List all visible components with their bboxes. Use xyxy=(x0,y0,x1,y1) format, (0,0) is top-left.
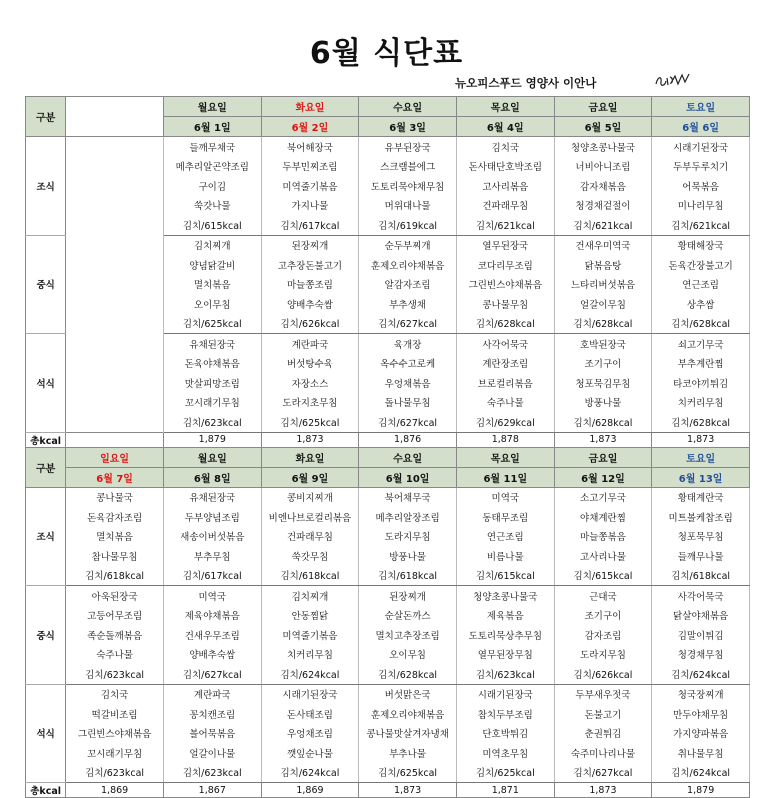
menu-item: 미나리무침 xyxy=(652,196,750,216)
menu-item: 도토리묵야채무침 xyxy=(359,176,457,196)
breakfast-row xyxy=(26,546,750,566)
menu-item: 꼬시래기무침 xyxy=(66,743,164,763)
menu-item: 부추생채 xyxy=(359,294,457,314)
menu-item: 도라지무침 xyxy=(359,527,457,547)
menu-item: 훈제오리야채볶음 xyxy=(359,704,457,724)
menu-item: 돈육간장불고기 xyxy=(652,255,750,275)
menu-item: 가지양파볶음 xyxy=(652,724,750,744)
menu-item: 호박된장국 xyxy=(554,334,652,354)
menu-item: 유채된장국 xyxy=(163,487,261,507)
menu-item: 타코야끼튀김 xyxy=(652,373,750,393)
day-date: 6월 5일 xyxy=(554,117,652,137)
day-name: 금요일 xyxy=(554,447,652,467)
dietitian-credit: 뉴오피스푸드 영양사 이안나 xyxy=(455,76,597,90)
day-name: 목요일 xyxy=(456,97,554,117)
menu-item: 스크램블에그 xyxy=(359,157,457,177)
menu-item: 깻잎순나물 xyxy=(261,743,359,763)
menu-item: 숙주미나리나물 xyxy=(554,743,652,763)
menu-item: 우엉채조림 xyxy=(261,724,359,744)
menu-item: 만두야채무침 xyxy=(652,704,750,724)
menu-item: 감자채볶음 xyxy=(554,176,652,196)
menu-item: 계란파국 xyxy=(261,334,359,354)
menu-item: 야채계란찜 xyxy=(554,507,652,527)
menu-item: 양념닭갈비 xyxy=(163,255,261,275)
menu-item: 두부민찌조림 xyxy=(261,157,359,177)
menu-item: 김치/617kcal xyxy=(261,215,359,235)
menu-item: 육개장 xyxy=(359,334,457,354)
menu-item: 코다리무조림 xyxy=(456,255,554,275)
menu-item: 아욱된장국 xyxy=(66,586,164,606)
menu-item: 춘권튀김 xyxy=(554,724,652,744)
menu-item: 도라지초무침 xyxy=(261,393,359,413)
day-date: 6월 7일 xyxy=(66,467,164,487)
empty-cell xyxy=(66,432,164,447)
menu-item: 미역줄기볶음 xyxy=(261,625,359,645)
menu-item: 멸치볶음 xyxy=(66,527,164,547)
menu-item: 닭살야채볶음 xyxy=(652,606,750,626)
total-kcal-row xyxy=(26,783,750,798)
menu-item: 치커리무침 xyxy=(261,645,359,665)
menu-item: 메추리알장조림 xyxy=(359,507,457,527)
menu-item: 김치찌개 xyxy=(163,235,261,255)
menu-item: 김치/628kcal xyxy=(652,412,750,432)
day-date: 6월 2일 xyxy=(261,117,359,137)
day-name: 월요일 xyxy=(163,97,261,117)
menu-item: 두부새우젓국 xyxy=(554,684,652,704)
menu-item: 맛살피망조림 xyxy=(163,373,261,393)
menu-item: 닭볶음탕 xyxy=(554,255,652,275)
menu-item: 미역초무침 xyxy=(456,743,554,763)
menu-item: 느타리버섯볶음 xyxy=(554,275,652,295)
total-kcal-value: 1,867 xyxy=(163,783,261,798)
menu-item: 김치/621kcal xyxy=(652,215,750,235)
breakfast-label: 조식 xyxy=(26,487,66,586)
day-name: 수요일 xyxy=(359,447,457,467)
menu-item: 도라지무침 xyxy=(554,645,652,665)
menu-item: 김치국 xyxy=(66,684,164,704)
menu-item: 부추나물 xyxy=(359,743,457,763)
menu-item: 참치두부조림 xyxy=(456,704,554,724)
menu-item: 사각어묵국 xyxy=(456,334,554,354)
menu-item: 청국장찌개 xyxy=(652,684,750,704)
menu-item: 건파래무침 xyxy=(456,196,554,216)
menu-item: 시래기된장국 xyxy=(456,684,554,704)
breakfast-row xyxy=(26,507,750,527)
menu-item: 미역국 xyxy=(163,586,261,606)
menu-item: 시래기된장국 xyxy=(652,137,750,157)
total-kcal-row xyxy=(26,432,750,447)
empty-cell xyxy=(66,137,164,236)
menu-item: 북어해장국 xyxy=(261,137,359,157)
menu-item: 어묵볶음 xyxy=(652,176,750,196)
menu-item: 고사리볶음 xyxy=(456,176,554,196)
menu-item: 김치/628kcal xyxy=(652,314,750,334)
menu-item: 김치/615kcal xyxy=(554,566,652,586)
menu-item: 두부양념조림 xyxy=(163,507,261,527)
menu-item: 김치/625kcal xyxy=(359,763,457,783)
menu-item: 동태무조림 xyxy=(456,507,554,527)
empty-cell xyxy=(66,235,164,334)
menu-item: 양배추숙쌈 xyxy=(163,645,261,665)
menu-item: 사각어묵국 xyxy=(652,586,750,606)
day-date: 6월 3일 xyxy=(359,117,457,137)
day-date: 6월 4일 xyxy=(456,117,554,137)
menu-item: 연근조림 xyxy=(456,527,554,547)
menu-item: 김말이튀김 xyxy=(652,625,750,645)
menu-item: 참나물무침 xyxy=(66,546,164,566)
menu-item: 멸치고추장조림 xyxy=(359,625,457,645)
signature-mark xyxy=(653,72,691,90)
lunch-row xyxy=(26,606,750,626)
total-kcal-label: 총kcal xyxy=(26,783,66,798)
total-kcal-value: 1,869 xyxy=(261,783,359,798)
lunch-row xyxy=(26,625,750,645)
menu-item: 들깨무채국 xyxy=(163,137,261,157)
menu-item: 김치/626kcal xyxy=(554,664,652,684)
menu-item: 김치/626kcal xyxy=(261,314,359,334)
menu-item: 시래기된장국 xyxy=(261,684,359,704)
day-date: 6월 11일 xyxy=(456,467,554,487)
menu-item: 김치/615kcal xyxy=(456,566,554,586)
menu-item: 김치/628kcal xyxy=(554,412,652,432)
menu-item: 돈사태조림 xyxy=(261,704,359,724)
menu-item: 김치/628kcal xyxy=(456,314,554,334)
menu-item: 가지나물 xyxy=(261,196,359,216)
menu-item: 두부두루치기 xyxy=(652,157,750,177)
day-date: 6월 13일 xyxy=(652,467,750,487)
total-kcal-value: 1,873 xyxy=(652,432,750,447)
menu-item: 훈제오리야채볶음 xyxy=(359,255,457,275)
meal-plan-table xyxy=(25,96,750,798)
day-name: 화요일 xyxy=(261,447,359,467)
menu-item: 김치/627kcal xyxy=(359,314,457,334)
menu-item: 머위대나물 xyxy=(359,196,457,216)
menu-item: 순살돈까스 xyxy=(359,606,457,626)
menu-item: 계란장조림 xyxy=(456,354,554,374)
menu-item: 청양초콩나물국 xyxy=(456,586,554,606)
menu-item: 메추리알곤약조림 xyxy=(163,157,261,177)
menu-item: 김치/615kcal xyxy=(163,215,261,235)
menu-item: 단호박튀김 xyxy=(456,724,554,744)
menu-item: 열무된장국 xyxy=(456,235,554,255)
menu-item: 유부된장국 xyxy=(359,137,457,157)
menu-item: 제육야채볶음 xyxy=(163,606,261,626)
menu-item: 치커리무침 xyxy=(652,393,750,413)
menu-item: 오이무침 xyxy=(163,294,261,314)
menu-item: 상추쌈 xyxy=(652,294,750,314)
lunch-row xyxy=(26,235,750,255)
menu-item: 마늘쫑조림 xyxy=(261,275,359,295)
menu-item: 비엔나브로컬리볶음 xyxy=(261,507,359,527)
menu-item: 건파래무침 xyxy=(261,527,359,547)
menu-item: 미역국 xyxy=(456,487,554,507)
menu-item: 김치/624kcal xyxy=(261,664,359,684)
menu-item: 순두부찌개 xyxy=(359,235,457,255)
menu-item: 연근조림 xyxy=(652,275,750,295)
total-kcal-value: 1,873 xyxy=(554,783,652,798)
menu-item: 꽁치캔조림 xyxy=(163,704,261,724)
menu-item: 너비아니조림 xyxy=(554,157,652,177)
breakfast-row xyxy=(26,137,750,157)
total-kcal-value: 1,873 xyxy=(359,783,457,798)
menu-item: 소고기무국 xyxy=(554,487,652,507)
menu-item: 꼬시래기무침 xyxy=(163,393,261,413)
menu-item: 콩비지찌개 xyxy=(261,487,359,507)
lunch-row xyxy=(26,645,750,665)
menu-item: 조기구이 xyxy=(554,606,652,626)
day-date: 6월 6일 xyxy=(652,117,750,137)
menu-item: 부추무침 xyxy=(163,546,261,566)
menu-item: 쑥갓무침 xyxy=(261,546,359,566)
day-name: 화요일 xyxy=(261,97,359,117)
day-date: 6월 12일 xyxy=(554,467,652,487)
menu-item: 유채된장국 xyxy=(163,334,261,354)
menu-item: 김치/627kcal xyxy=(163,664,261,684)
menu-item: 고등어무조림 xyxy=(66,606,164,626)
menu-item: 감자조림 xyxy=(554,625,652,645)
day-name: 목요일 xyxy=(456,447,554,467)
menu-item: 돈육감자조림 xyxy=(66,507,164,527)
menu-item: 방풍나물 xyxy=(554,393,652,413)
menu-item: 김치/621kcal xyxy=(554,215,652,235)
menu-item: 자장소스 xyxy=(261,373,359,393)
menu-item: 김치/628kcal xyxy=(554,314,652,334)
dinner-row xyxy=(26,684,750,704)
empty-cell xyxy=(66,334,164,433)
menu-item: 근대국 xyxy=(554,586,652,606)
day-name: 금요일 xyxy=(554,97,652,117)
menu-item: 미트볼케찹조림 xyxy=(652,507,750,527)
menu-item: 김치/625kcal xyxy=(163,314,261,334)
menu-item: 김치/624kcal xyxy=(261,763,359,783)
menu-item: 김치/623kcal xyxy=(163,763,261,783)
total-kcal-value: 1,873 xyxy=(554,432,652,447)
day-header-row xyxy=(26,97,750,117)
menu-item: 옥수수고로케 xyxy=(359,354,457,374)
lunch-label: 중식 xyxy=(26,235,66,334)
menu-item: 김치/624kcal xyxy=(652,763,750,783)
menu-item: 김치/619kcal xyxy=(359,215,457,235)
menu-item: 김치/625kcal xyxy=(456,763,554,783)
menu-item: 된장찌개 xyxy=(261,235,359,255)
menu-item: 황태해장국 xyxy=(652,235,750,255)
breakfast-row xyxy=(26,487,750,507)
menu-item: 김치/624kcal xyxy=(652,664,750,684)
menu-item: 황태계란국 xyxy=(652,487,750,507)
menu-item: 김치/627kcal xyxy=(554,763,652,783)
menu-item: 김치/617kcal xyxy=(163,566,261,586)
dinner-row xyxy=(26,724,750,744)
menu-item: 건새우미역국 xyxy=(554,235,652,255)
menu-item: 오이무침 xyxy=(359,645,457,665)
day-date: 6월 10일 xyxy=(359,467,457,487)
menu-item: 브로컬리볶음 xyxy=(456,373,554,393)
page-title: 6월 식단표 xyxy=(309,36,464,71)
breakfast-label: 조식 xyxy=(26,137,66,236)
total-kcal-value: 1,879 xyxy=(163,432,261,447)
total-kcal-value: 1,869 xyxy=(66,783,164,798)
menu-item: 북어채무국 xyxy=(359,487,457,507)
menu-item: 들깨무나물 xyxy=(652,546,750,566)
menu-item: 김치/618kcal xyxy=(652,566,750,586)
day-name: 토요일 xyxy=(652,97,750,117)
menu-item: 그린빈스야채볶음 xyxy=(66,724,164,744)
menu-item: 새송이버섯볶음 xyxy=(163,527,261,547)
menu-item: 방풍나물 xyxy=(359,546,457,566)
menu-item: 된장찌개 xyxy=(359,586,457,606)
menu-item: 알감자조림 xyxy=(359,275,457,295)
menu-item: 버섯탕수육 xyxy=(261,354,359,374)
menu-item: 청양초콩나물국 xyxy=(554,137,652,157)
menu-item: 제육볶음 xyxy=(456,606,554,626)
dinner-row xyxy=(26,743,750,763)
menu-item: 김치/625kcal xyxy=(261,412,359,432)
menu-item: 계란파국 xyxy=(163,684,261,704)
menu-item: 볼어묵볶음 xyxy=(163,724,261,744)
menu-item: 숙주나물 xyxy=(66,645,164,665)
day-name: 수요일 xyxy=(359,97,457,117)
gubun-label: 구분 xyxy=(26,447,66,487)
menu-item: 김치/623kcal xyxy=(66,664,164,684)
dinner-label: 석식 xyxy=(26,334,66,433)
day-header-row xyxy=(26,447,750,467)
menu-item: 열무된장무침 xyxy=(456,645,554,665)
lunch-row xyxy=(26,586,750,606)
menu-item: 양배추숙쌈 xyxy=(261,294,359,314)
menu-item: 고사리나물 xyxy=(554,546,652,566)
day-name: 일요일 xyxy=(66,447,164,467)
menu-item: 김치/618kcal xyxy=(261,566,359,586)
dinner-label: 석식 xyxy=(26,684,66,783)
menu-item: 돈불고기 xyxy=(554,704,652,724)
total-kcal-value: 1,873 xyxy=(261,432,359,447)
lunch-label: 중식 xyxy=(26,586,66,685)
menu-item: 콩나물무침 xyxy=(456,294,554,314)
menu-item: 김치/623kcal xyxy=(163,412,261,432)
gubun-label: 구분 xyxy=(26,97,66,137)
total-kcal-value: 1,878 xyxy=(456,432,554,447)
day-date: 6월 8일 xyxy=(163,467,261,487)
menu-item: 도토리묵상추무침 xyxy=(456,625,554,645)
date-header-row xyxy=(26,467,750,487)
menu-item: 떡갈비조림 xyxy=(66,704,164,724)
menu-item: 김치/628kcal xyxy=(359,664,457,684)
menu-item: 돈사태단호박조림 xyxy=(456,157,554,177)
menu-item: 김치/621kcal xyxy=(456,215,554,235)
menu-item: 김치/618kcal xyxy=(66,566,164,586)
menu-item: 안동찜닭 xyxy=(261,606,359,626)
total-kcal-value: 1,876 xyxy=(359,432,457,447)
menu-item: 돌나물무침 xyxy=(359,393,457,413)
menu-item: 고추장돈불고기 xyxy=(261,255,359,275)
total-kcal-value: 1,871 xyxy=(456,783,554,798)
menu-item: 콩나물맛살겨자냉채 xyxy=(359,724,457,744)
menu-item: 그린빈스야채볶음 xyxy=(456,275,554,295)
menu-item: 청경채겉절이 xyxy=(554,196,652,216)
menu-item: 취나물무침 xyxy=(652,743,750,763)
menu-item: 족순돌깨볶음 xyxy=(66,625,164,645)
menu-item: 우엉채볶음 xyxy=(359,373,457,393)
menu-item: 얼갈이무침 xyxy=(554,294,652,314)
menu-item: 김치/618kcal xyxy=(359,566,457,586)
total-kcal-value: 1,879 xyxy=(652,783,750,798)
day-date: 6월 9일 xyxy=(261,467,359,487)
menu-item: 김치/623kcal xyxy=(456,664,554,684)
total-kcal-label: 총kcal xyxy=(26,432,66,447)
menu-item: 버섯맑은국 xyxy=(359,684,457,704)
menu-item: 김치찌개 xyxy=(261,586,359,606)
dinner-row xyxy=(26,763,750,783)
day-date: 6월 1일 xyxy=(163,117,261,137)
menu-item: 얼갈이나물 xyxy=(163,743,261,763)
menu-item: 청포묵무침 xyxy=(652,527,750,547)
menu-item: 쑥갓나물 xyxy=(163,196,261,216)
dinner-row xyxy=(26,334,750,354)
menu-item: 구이김 xyxy=(163,176,261,196)
menu-item: 건새우무조림 xyxy=(163,625,261,645)
menu-item: 김치국 xyxy=(456,137,554,157)
menu-item: 콩나물국 xyxy=(66,487,164,507)
menu-item: 김치/629kcal xyxy=(456,412,554,432)
empty-header-cell xyxy=(66,97,164,137)
menu-item: 비름나물 xyxy=(456,546,554,566)
day-name: 월요일 xyxy=(163,447,261,467)
menu-item: 돈육야채볶음 xyxy=(163,354,261,374)
breakfast-row xyxy=(26,566,750,586)
menu-item: 부추계란찜 xyxy=(652,354,750,374)
menu-item: 김치/627kcal xyxy=(359,412,457,432)
breakfast-row xyxy=(26,527,750,547)
menu-item: 김치/623kcal xyxy=(66,763,164,783)
menu-item: 멸치볶음 xyxy=(163,275,261,295)
dinner-row xyxy=(26,704,750,724)
menu-item: 조기구이 xyxy=(554,354,652,374)
day-name: 토요일 xyxy=(652,447,750,467)
menu-item: 청경채무침 xyxy=(652,645,750,665)
menu-item: 마늘쫑볶음 xyxy=(554,527,652,547)
menu-item: 숙주나물 xyxy=(456,393,554,413)
menu-item: 청포묵김무침 xyxy=(554,373,652,393)
menu-item: 쇠고기무국 xyxy=(652,334,750,354)
lunch-row xyxy=(26,664,750,684)
menu-item: 미역줄기볶음 xyxy=(261,176,359,196)
